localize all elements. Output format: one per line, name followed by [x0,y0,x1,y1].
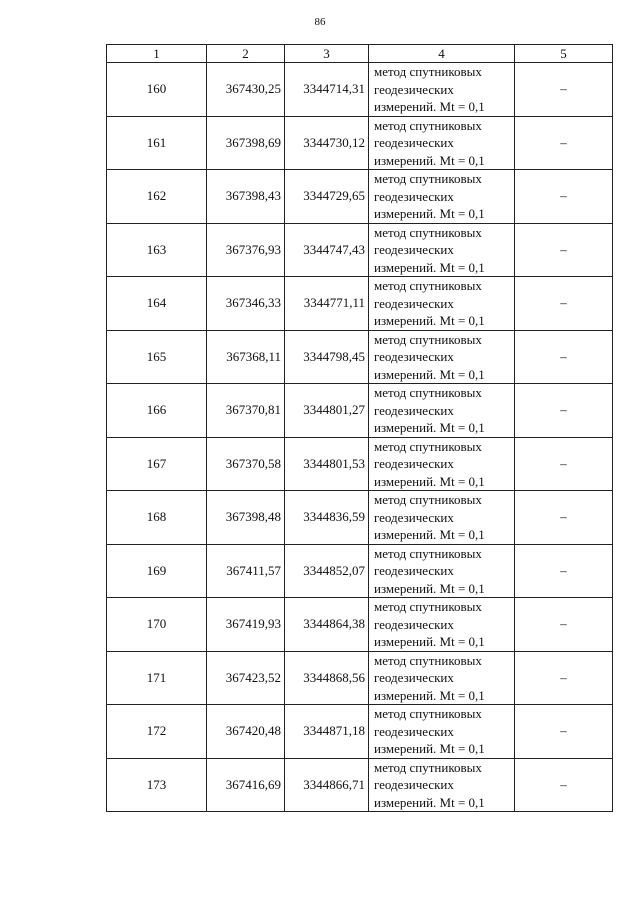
method-line: измерений. Mt = 0,1 [374,527,485,542]
method-line: метод спутниковых [374,492,482,507]
method-line: метод спутниковых [374,224,482,240]
method-line: метод спутниковых [374,652,482,668]
method-line: геодезических [374,777,454,792]
x-coordinate-cell: 367370,81 [207,384,285,438]
x-coordinate-cell: 367423,52 [207,651,285,705]
method-line: измерений. Mt = 0,1 [374,687,485,703]
table-row [107,384,613,438]
method-line: геодезических [374,188,454,204]
y-coordinate-cell: 3344836,59 [285,491,369,545]
note-cell: – [515,277,613,331]
method-line: измерений. Mt = 0,1 [374,580,485,596]
note-cell: – [515,705,613,759]
point-number-cell: 173 [107,758,207,812]
point-number-cell: 167 [107,437,207,491]
y-coordinate-cell: 3344798,45 [285,330,369,384]
table-body [107,63,613,812]
method-cell [369,598,515,652]
method-cell [369,116,515,170]
x-coordinate-cell: 367398,48 [207,491,285,545]
note-cell: – [515,170,613,224]
point-number-cell: 170 [107,598,207,652]
column-header-3: 3 [285,45,369,63]
method-line: измерений. Mt = 0,1 [374,152,485,168]
x-coordinate-cell: 367420,48 [207,705,285,759]
method-line: геодезических [374,81,454,97]
method-line: измерений. Mt = 0,1 [374,473,485,489]
page-number: 86 [314,16,326,28]
point-number-cell: 169 [107,544,207,598]
method-cell [369,330,515,384]
method-line: метод спутниковых [374,759,482,775]
y-coordinate-cell: 3344801,53 [285,437,369,491]
method-cell [369,437,515,491]
y-coordinate-cell: 3344868,56 [285,651,369,705]
x-coordinate-cell: 367411,57 [207,544,285,598]
method-line: измерений. Mt = 0,1 [374,420,485,435]
method-cell [369,277,515,331]
method-line: метод спутниковых [374,385,482,400]
coordinates-table [106,44,613,812]
x-coordinate-cell: 367376,93 [207,223,285,277]
method-cell [369,384,515,438]
table-row [107,705,613,759]
table-row [107,491,613,545]
y-coordinate-cell: 3344864,38 [285,598,369,652]
method-line: метод спутниковых [374,599,482,614]
x-coordinate-cell: 367416,69 [207,758,285,812]
method-line: измерений. Mt = 0,1 [374,259,485,275]
table-row [107,437,613,491]
point-number-cell: 168 [107,491,207,545]
method-line: метод спутниковых [374,545,482,561]
y-coordinate-cell: 3344729,65 [285,170,369,224]
method-line: метод спутниковых [374,438,482,454]
x-coordinate-cell: 367398,43 [207,170,285,224]
table-row [107,330,613,384]
note-cell: – [515,544,613,598]
method-line: геодезических [374,242,454,257]
method-cell [369,170,515,224]
table-row [107,598,613,652]
method-cell [369,705,515,759]
y-coordinate-cell: 3344801,27 [285,384,369,438]
y-coordinate-cell: 3344871,18 [285,705,369,759]
method-cell [369,491,515,545]
method-line: метод спутниковых [374,171,482,186]
method-line: измерений. Mt = 0,1 [374,99,485,114]
column-header-2: 2 [207,45,285,63]
point-number-cell: 160 [107,63,207,117]
method-line: геодезических [374,723,454,739]
x-coordinate-cell: 367430,25 [207,63,285,117]
method-line: геодезических [374,563,454,578]
point-number-cell: 171 [107,651,207,705]
method-line: измерений. Mt = 0,1 [374,741,485,756]
table-row [107,63,613,117]
point-number-cell: 164 [107,277,207,331]
table-row [107,277,613,331]
method-line: геодезических [374,456,454,471]
method-cell [369,758,515,812]
note-cell: – [515,758,613,812]
point-number-cell: 166 [107,384,207,438]
method-line: измерений. Mt = 0,1 [374,313,485,328]
method-line: измерений. Mt = 0,1 [374,206,485,221]
method-line: метод спутниковых [374,117,482,133]
note-cell: – [515,491,613,545]
note-cell: – [515,437,613,491]
table-row [107,116,613,170]
method-line: измерений. Mt = 0,1 [374,366,485,382]
method-line: измерений. Mt = 0,1 [374,634,485,649]
method-line: геодезических [374,402,454,418]
method-cell [369,544,515,598]
note-cell: – [515,330,613,384]
method-line: метод спутниковых [374,64,482,79]
x-coordinate-cell: 367346,33 [207,277,285,331]
method-line: измерений. Mt = 0,1 [374,794,485,810]
y-coordinate-cell: 3344771,11 [285,277,369,331]
point-number-cell: 162 [107,170,207,224]
note-cell: – [515,598,613,652]
column-header-5: 5 [515,45,613,63]
note-cell: – [515,223,613,277]
method-line: метод спутниковых [374,706,482,721]
y-coordinate-cell: 3344730,12 [285,116,369,170]
y-coordinate-cell: 3344747,43 [285,223,369,277]
y-coordinate-cell: 3344714,31 [285,63,369,117]
table-row [107,651,613,705]
method-cell [369,223,515,277]
point-number-cell: 172 [107,705,207,759]
table-header-row [107,45,613,63]
method-line: геодезических [374,616,454,632]
x-coordinate-cell: 367398,69 [207,116,285,170]
method-line: геодезических [374,349,454,364]
method-line: геодезических [374,670,454,685]
table-row [107,544,613,598]
method-cell [369,63,515,117]
table-row [107,223,613,277]
note-cell: – [515,384,613,438]
point-number-cell: 165 [107,330,207,384]
y-coordinate-cell: 3344852,07 [285,544,369,598]
note-cell: – [515,116,613,170]
method-line: геодезических [374,135,454,150]
method-line: геодезических [374,295,454,311]
note-cell: – [515,651,613,705]
method-cell [369,651,515,705]
table-row [107,758,613,812]
y-coordinate-cell: 3344866,71 [285,758,369,812]
note-cell: – [515,63,613,117]
method-line: метод спутниковых [374,331,482,347]
method-line: метод спутниковых [374,278,482,293]
table-row [107,170,613,224]
x-coordinate-cell: 367368,11 [207,330,285,384]
x-coordinate-cell: 367370,58 [207,437,285,491]
column-header-1: 1 [107,45,207,63]
column-header-4: 4 [369,45,515,63]
point-number-cell: 161 [107,116,207,170]
x-coordinate-cell: 367419,93 [207,598,285,652]
point-number-cell: 163 [107,223,207,277]
method-line: геодезических [374,509,454,525]
